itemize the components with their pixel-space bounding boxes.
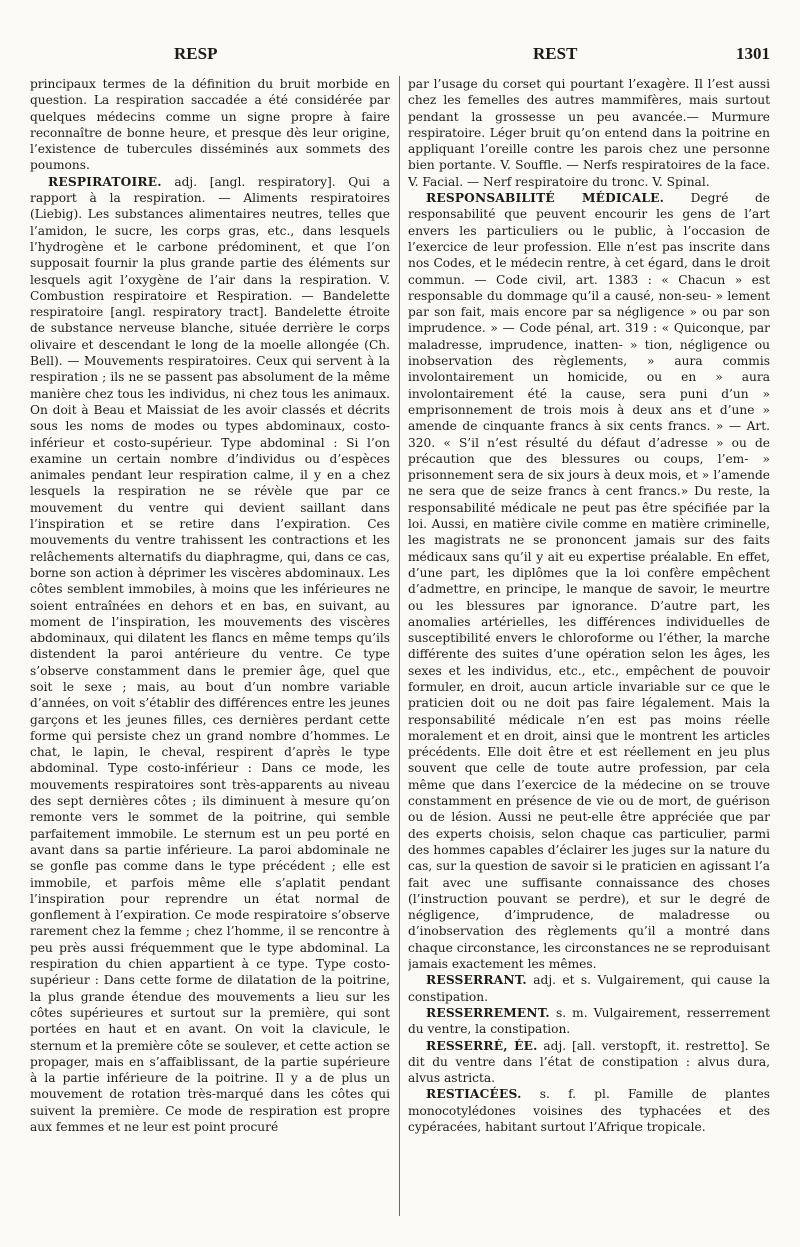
right-column [408,76,770,1226]
running-head-left: RESP [174,44,218,63]
paragraph-text: par l’usage du corset qui pourtant l’exagère. Il l’est aussi chez les femelles des autres mammifères, mais surtout pendant la grossesse un peu avancée.— Murmure respiratoire. Léger bruit qu’on entend dans la poitrine en appliquant l’oreille contre les parois chez une personne bien portante. V. Souffle. — Nerfs respiratoires de la face. V. Facial. — Nerf respiratoire du tronc. V. Spinal. [408,77,770,189]
dictionary-entry-restiacees [408,1086,770,1135]
entry-text: adj. [all. verstopft, it. restretto]. Se dit du ventre dans l’état de constipation : alvus dura, alvus astricta. [408,1038,770,1086]
entry-text: adj. et s. Vulgairement, qui cause la constipation. [408,973,770,1004]
entry-text: s. m. Vulgairement, resserrement du ventre, la constipation. [408,1005,770,1037]
left-column [30,76,390,1226]
continued-paragraph [30,76,390,174]
paragraph-text: principaux termes de la définition du bruit morbide en question. La respiration saccadée a été considérée par quelques médecins comme un signe propre à faire reconnaître de bonne heure, et presque dès leur origine, l’existence de tubercules disséminés aux sommets des poumons. [30,77,390,173]
entry-headword: RESTIACÉES. [426,1087,522,1102]
dictionary-entry-resserre [408,1038,770,1087]
entry-headword: RESSERREMENT. [426,1005,550,1020]
entry-headword: RESSERRANT. [426,973,527,988]
entry-text: adj. [angl. respiratory]. Qui a rapport à la respiration. — Aliments respiratoires (Liebig). Les substances alimentaires neutres, telles que l’amidon, le sucre, les corps gras, etc., dans lesquels l’hydrogène et le carbone prédominent, et que l’on supposait fournir la plus grande partie des éléments sur lesquels agit l’oxygène de l’air dans la respiration. V. Combustion respiratoire et Respiration. — Bandelette respiratoire [angl. respiratory tract]. Bandelette étroite de substance nerveuse blanche, située derrière le corps olivaire et descendant le long de la moelle allongée (Ch. Bell). — Mouvements respiratoires. Ceux qui servent à la respiration ; ils ne se passent pas absolument de la même manière chez tous les individus, ni chez tous les animaux. On doit à Beau et Maissiat de les avoir classés et décrits sous les noms de modes ou types abdominaux, costo-inférieur et costo-supérieur. Type abdominal : Si l’on examine un certain nombre d’individus ou d’espèces animales pendant leur respiration calme, il y en a chez lesquels la respiration ne se révèle que par ce mouvement du ventre qui devient saillant dans l’inspiration et se retire dans l’expiration. Ces mouvements du ventre trahissent les contractions et les relâchements alternatifs du diaphragme, qui, dans ce cas, borne son action à déprimer les viscères abdominaux. Les côtes semblent immobiles, à moins que les inférieures ne soient entraînées en dehors et en bas, en suivant, au moment de l’inspiration, les mouvements des viscères abdominaux, qui dilatent les flancs en même temps qu’ils distendent la paroi antérieure du ventre. Ce type s’observe constamment dans le premier âge, quel que soit le sexe ; mais, au bout d’un nombre variable d’années, on voit s’établir des différences entre les jeunes garçons et les jeunes filles, ces dernières perdant cette forme qui persiste chez un grand nombre d’hommes. Le chat, le lapin, le cheval, respirent d’après le type abdominal. Type costo-inférieur : Dans ce mode, les mouvements respiratoires sont très-apparents au niveau des sept dernières côtes ; ils diminuent à mesure qu’on remonte vers le sommet de la poitrine, qui semble parfaitement immobile. Le sternum est un peu porté en avant dans sa partie inférieure. La paroi abdominale ne se gonfle pas comme dans le type précédent ; elle est immobile, et parfois même elle s’aplatit pendant l’inspiration pour reprendre un état normal de gonflement à l’expiration. Ce mode respiratoire s’observe rarement chez la femme ; chez l’homme, il se rencontre à peu près aussi fréquemment que le type abdominal. La respiration du chien appartient à ce type. Type costo-supérieur : Dans cette forme de dilatation de la poitrine, la plus grande étendue des mouvements a lieu sur les côtes supérieures et surtout sur la première, qui sont portées en haut et en avant. On voit la clavicule, le sternum et la première côte se soulever, et cette action se propager, mais en s’affaiblissant, de la partie supérieure à la partie inférieure de la poitrine. Il y a de plus un mouvement de rotation très-marqué dans les côtes qui suivent la première. Ce mode de respiration est propre aux femmes et ne leur est point procuré [30,174,390,1134]
page-number: 1301 [736,44,770,63]
continued-paragraph [408,76,770,190]
running-head-center: REST [533,44,578,63]
entry-text: Degré de responsabilité que peuvent encourir les gens de l’art envers les particuliers ou le public, à l’occasion de l’exercice de leur profession. Elle n’est pas inscrite dans nos Codes, et le médecin rentre, à cet égard, dans le droit commun. — Code civil, art. 1383 : « Chacun » est responsable du dommage qu’il a causé, non-seu- » lement par son fait, mais encore par sa négligence » ou par son imprudence. » — Code pénal, art. 319 : « Quiconque, par maladresse, imprudence, inatten- » tion, négligence ou inobservation des règlements, » aura commis involontairement un homicide, ou en » aura involontairement été la cause, sera puni d’un » emprisonnement de trois mois à deux ans et d’une » amende de cinquante francs à six cents francs. » — Art. 320. « S’il n’est résulté du défaut d’adresse » ou de précaution que des blessures ou coups, l’em- » prisonnement sera de six jours à deux mois, et » l’amende ne sera que de seize francs à cent francs.» Du reste, la responsabilité médicale ne peut pas être spécifiée par la loi. Aussi, en matière civile comme en matière criminelle, les magistrats ne se prononcent jamais sur des faits médicaux sans qu’il y ait eu expertise préalable. En effet, d’une part, les diplômes que la loi confère empêchent d’admettre, en principe, le manque de savoir, le meurtre ou les blessures par ignorance. D’autre part, les anomalies artérielles, les différences individuelles de susceptibilité envers le chloroforme ou l’éther, la marche différente des suites d’une opération selon les âges, les sexes et les individus, etc., etc., empêchent de pouvoir formuler, en droit, aucun article invariable sur ce que le praticien doit ou ne doit pas faire légalement. Mais la responsabilité médicale n’en est pas moins réelle moralement et en droit, ainsi que le montrent les articles précédents. Elle doit être et est réellement en jeu plus souvent que celle de toute autre profession, par cela même que dans l’exercice de la médecine on se trouve constamment en présence de vie ou de mort, de guérison ou de lésion. Aussi ne peut-elle être appréciée que par des experts choisis, selon chaque cas particulier, parmi des hommes capables d’éclairer les juges sur la nature du cas, sur la question de savoir si le praticien en agissant l’a fait avec une suffisante connaissance des choses (l’instruction pouvant se perdre), et sur le degré de négligence, d’imprudence, de maladresse ou d’inobservation des règlements qu’il a montré dans chaque circonstance, les circonstances ne se reproduisant jamais exactement les mêmes. [408,191,770,972]
dictionary-entry-respiratoire [30,174,390,1136]
dictionary-entry-responsabilite [408,190,770,972]
entry-headword: RESSERRÉ, ÉE. [426,1038,538,1053]
entry-headword: RESPONSABILITÉ MÉDICALE. [426,191,665,206]
dictionary-entry-resserrement [408,1005,770,1038]
dictionary-entry-resserrant [408,972,770,1005]
running-head [30,44,770,68]
entry-text: s. f. pl. Famille de plantes monocotylédones voisines des typhacées et des cypéracées, habitant surtout l’Afrique tropicale. [408,1087,770,1134]
column-divider [399,76,400,1216]
entry-headword: RESPIRATOIRE. [48,174,162,189]
